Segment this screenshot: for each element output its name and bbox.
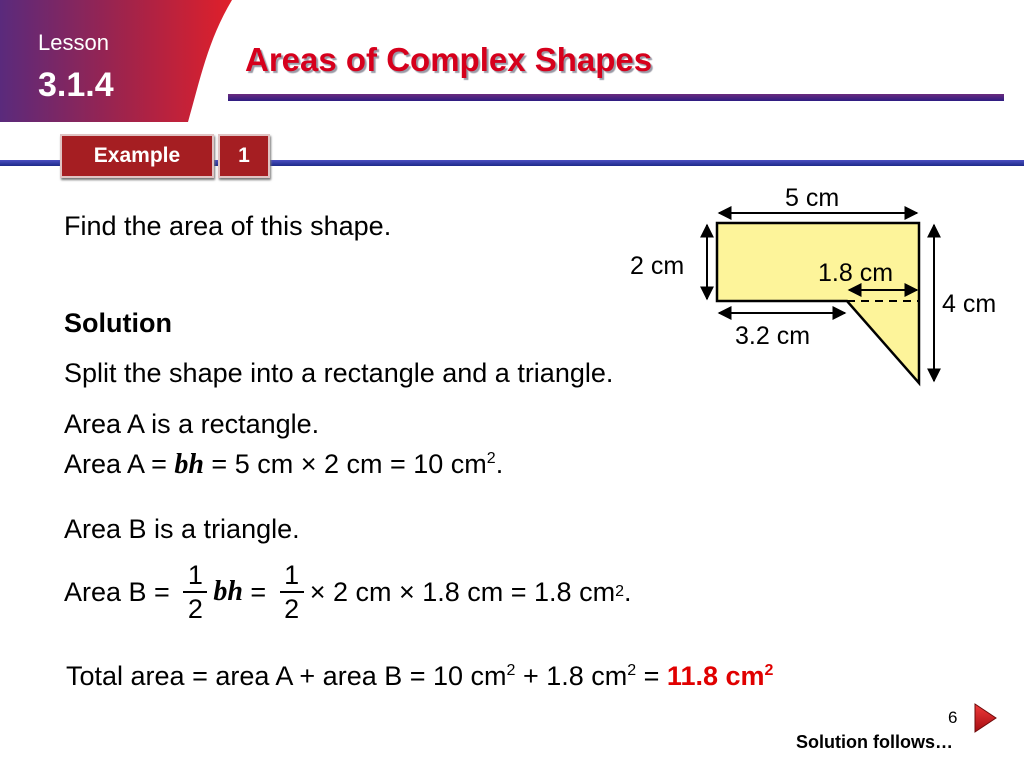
lesson-badge	[0, 0, 235, 122]
solution-heading: Solution	[64, 308, 172, 338]
fraction-denominator: 2	[284, 594, 300, 625]
next-arrow-icon[interactable]	[972, 702, 998, 734]
split-instruction: Split the shape into a rectangle and a triangle.	[64, 358, 614, 388]
lesson-number: 3.1.4	[38, 66, 114, 104]
fraction-one-half	[183, 561, 207, 624]
total-answer-exponent: 2	[764, 662, 774, 679]
title-underline	[228, 94, 1004, 101]
area-a-intro: Area A is a rectangle.	[64, 409, 320, 439]
problem-prompt: Find the area of this shape.	[64, 211, 392, 241]
area-b-equation: Area B = $\frac{1}{2}$ bh = $\frac{1}{2}$ × 2 cm × 1.8 cm = 1.8 cm 2 .	[64, 560, 632, 625]
top-dimension-label: 5 cm	[785, 184, 840, 212]
total-exponent-2: 2	[627, 662, 637, 679]
fraction-one-half-second	[280, 561, 304, 624]
area-b-intro: Area B is a triangle.	[64, 514, 300, 544]
left-dimension-label: 2 cm	[630, 252, 685, 280]
area-a-period: .	[495, 449, 504, 479]
composite-shape	[717, 223, 919, 383]
area-a-variable: bh	[174, 449, 204, 480]
total-equals: =	[636, 661, 667, 691]
lesson-label: Lesson	[38, 30, 109, 55]
area-a-equation	[64, 449, 503, 481]
area-a-lhs: Area A =	[64, 449, 175, 479]
total-area-equation	[66, 661, 773, 692]
fraction-numerator: 1	[187, 560, 203, 590]
page-title: Areas of Complex Shapes	[245, 41, 653, 78]
fraction-bar	[280, 591, 304, 593]
solution-follows-text[interactable]: Solution follows…	[796, 732, 953, 752]
fraction-bar	[183, 591, 207, 593]
example-number-tag: 1	[218, 134, 270, 178]
total-exponent-1: 2	[506, 662, 516, 679]
right-dimension-label: 4 cm	[942, 290, 997, 318]
area-b-lhs: Area B =	[64, 576, 178, 607]
area-a-rhs: = 5 cm × 2 cm = 10 cm	[203, 449, 487, 479]
area-b-period: .	[623, 576, 632, 607]
fraction-numerator: 1	[284, 560, 300, 590]
inner-dimension-label: 1.8 cm	[818, 259, 894, 287]
area-b-rhs: × 2 cm × 1.8 cm = 1.8 cm	[309, 576, 616, 607]
area-b-variable: bh	[213, 576, 243, 608]
fraction-denominator: 2	[187, 594, 203, 625]
total-text: Total area = area A + area B = 10 cm	[66, 661, 507, 691]
area-a-exponent: 2	[486, 450, 496, 467]
example-tag: Example	[60, 134, 214, 178]
page-number: 6	[948, 708, 958, 727]
area-b-equals: =	[242, 576, 274, 607]
total-answer	[667, 661, 774, 691]
total-mid: + 1.8 cm	[515, 661, 628, 691]
bottom-dimension-label: 3.2 cm	[735, 322, 811, 350]
total-answer-value: 11.8 cm	[666, 661, 765, 691]
